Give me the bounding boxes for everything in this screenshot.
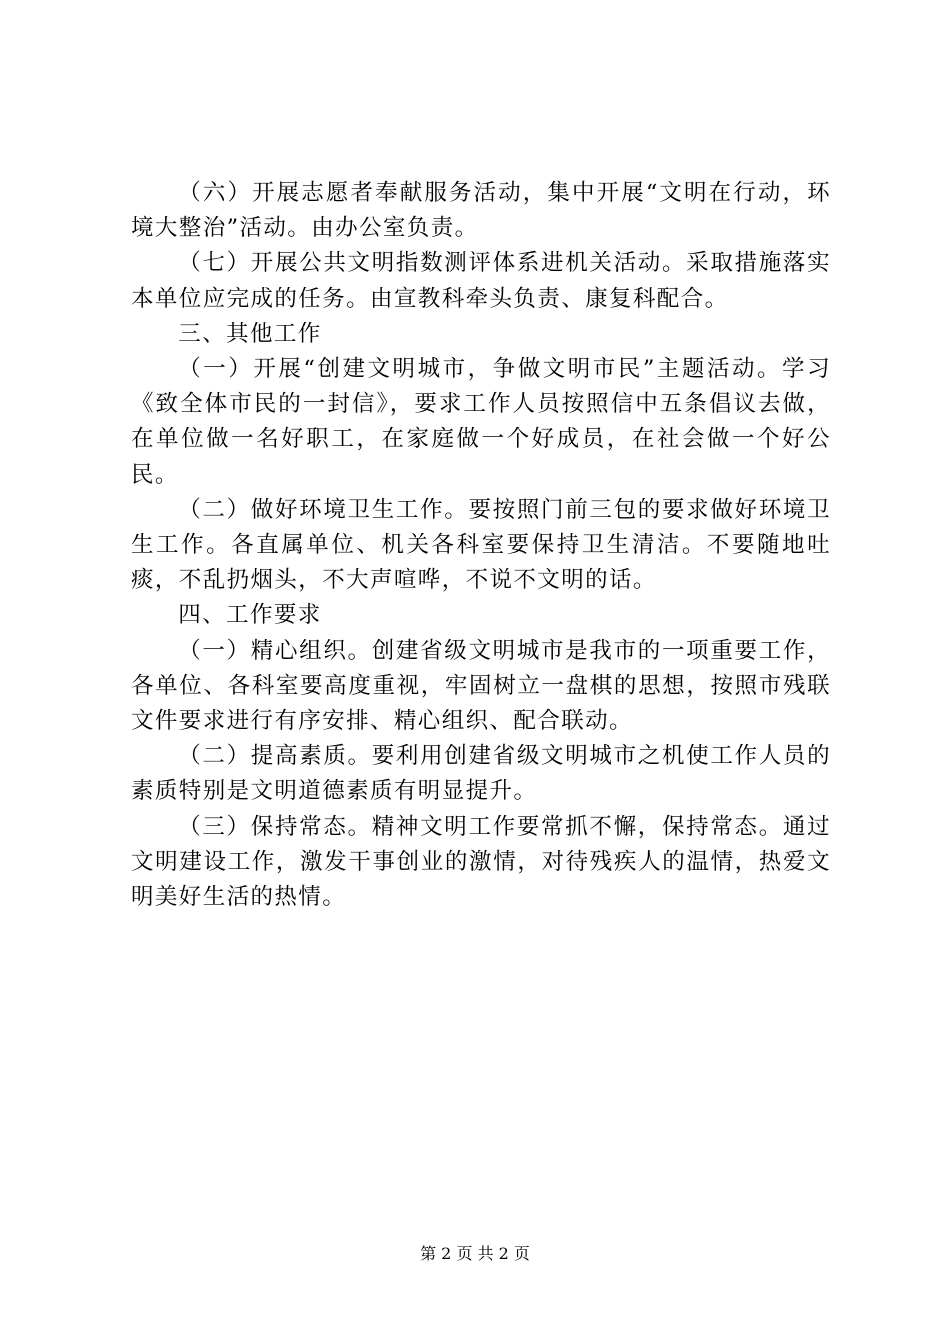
- document-body: [131, 176, 831, 915]
- paragraph-improve-quality: （二）提高素质。要利用创建省级文明城市之机使工作人员的素质特别是文明道德素质有明显提升。: [131, 743, 831, 805]
- paragraph-environmental-hygiene: （二）做好环境卫生工作。要按照门前三包的要求做好环境卫生工作。各直属单位、机关各科室要保持卫生清洁。不要随地吐痰，不乱扔烟头，不大声喧哗，不说不文明的话。: [131, 496, 831, 594]
- paragraph-volunteer-service: （六）开展志愿者奉献服务活动，集中开展“文明在行动，环境大整治”活动。由办公室负责。: [131, 180, 831, 242]
- section-heading-work-requirements: 四、工作要求: [178, 602, 322, 629]
- page-number-footer: 第 2 页 共 2 页: [420, 1244, 530, 1263]
- paragraph-careful-organization: （一）精心组织。创建省级文明城市是我市的一项重要工作，各单位、各科室要高度重视，牢固树立一盘棋的思想，按照市残联文件要求进行有序安排、精心组织、配合联动。: [131, 637, 831, 735]
- section-heading-other-work: 三、其他工作: [178, 320, 322, 347]
- paragraph-theme-activity: （一）开展“创建文明城市，争做文明市民”主题活动。学习《致全体市民的一封信》，要求工作人员按照信中五条倡议去做，在单位做一名好职工，在家庭做一个好成员，在社会做一个好公民。: [131, 356, 831, 488]
- paragraph-maintain-normalcy: （三）保持常态。精神文明工作要常抓不懈，保持常态。通过文明建设工作，激发干事创业的激情，对待残疾人的温情，热爱文明美好生活的热情。: [131, 813, 831, 911]
- paragraph-public-civility-index: （七）开展公共文明指数测评体系进机关活动。采取措施落实本单位应完成的任务。由宣教科牵头负责、康复科配合。: [131, 250, 831, 312]
